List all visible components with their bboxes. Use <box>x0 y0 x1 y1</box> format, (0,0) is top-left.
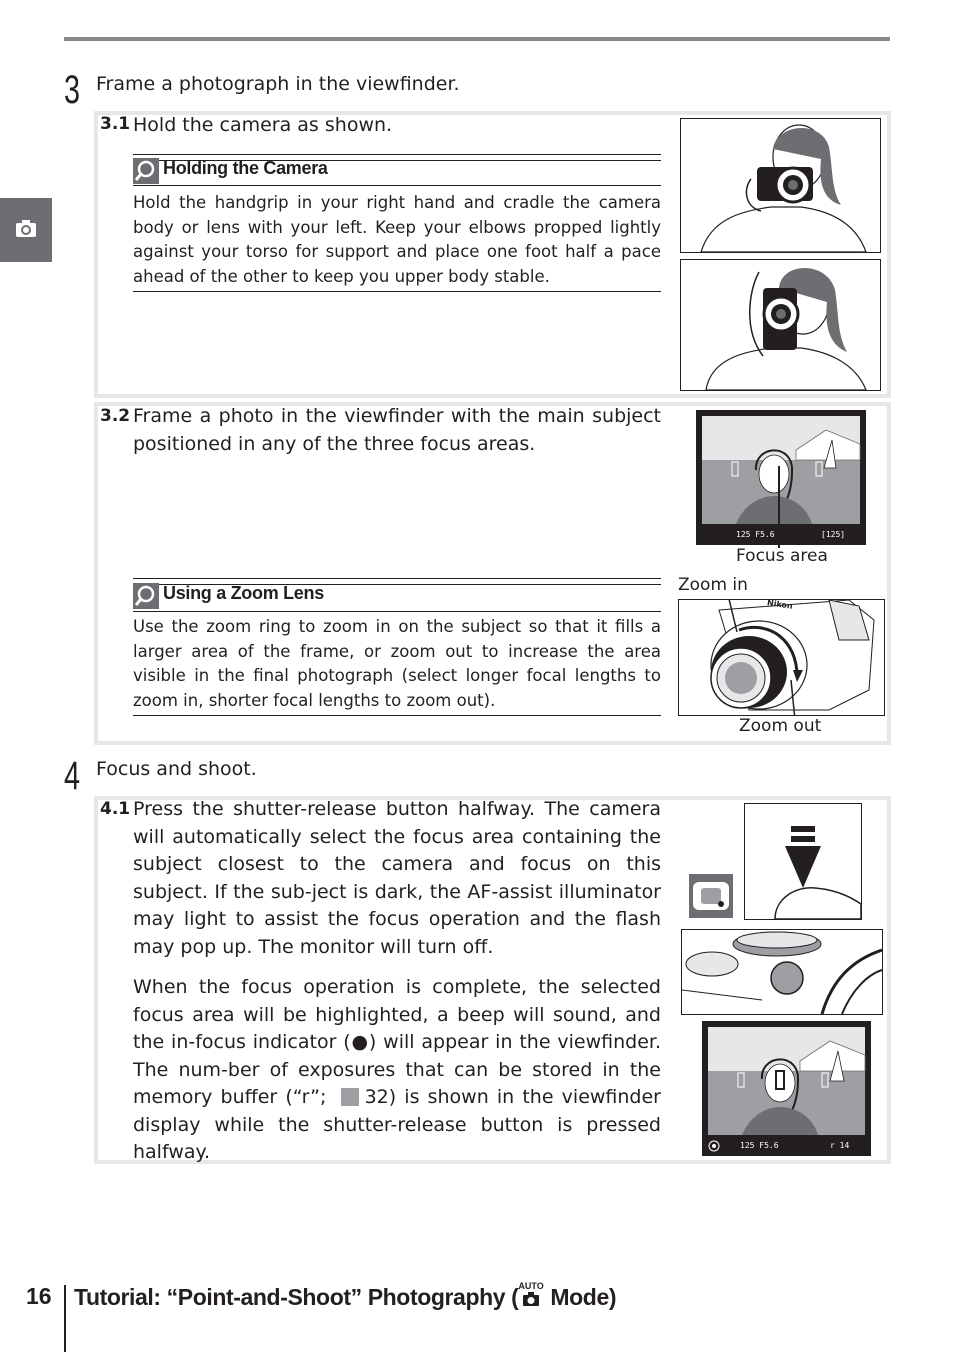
paragraph-text: ) will appear in the viewfinder. The num-ber of exposures that can be stored in the memory buffer (“r”; <box>133 1031 661 1108</box>
substep-number: 3.1 <box>100 114 131 134</box>
substep-paragraph-1: Press the shutter-release button halfway. The camera will automatically select the focus area containing the subject closest to the camera and focus on this subject. If the sub-ject is dark, the AF-assist illuminator may light to assist the focus operation and the flash may pop up. The monitor will turn off. <box>133 798 661 958</box>
magnifier-note-icon <box>133 158 159 184</box>
page-number: 16 <box>26 1283 52 1309</box>
paragraph-text: When the focus operation is complete, the selected focus area will be highlighted, a beep will sound, and the in-focus indicator ( <box>133 976 661 1053</box>
step-number: 3 <box>64 68 81 112</box>
camera-top-dial-image <box>681 929 883 1015</box>
footer-title-prefix: Tutorial: “Point-and-Shoot” Photography ( <box>74 1284 519 1310</box>
footer-title <box>74 1283 616 1311</box>
substep-text: Hold the camera as shown. <box>133 114 393 136</box>
substep-number: 3.2 <box>100 406 131 426</box>
step-number: 4 <box>64 754 81 798</box>
in-focus-indicator-symbol: ● <box>350 1031 369 1053</box>
viewfinder-readout-right: r 14 <box>830 1141 850 1150</box>
step-title: Focus and shoot. <box>96 758 257 780</box>
note-bottom-rule <box>133 291 661 292</box>
magnifier-note-icon <box>133 583 159 609</box>
footer-title-suffix: Mode) <box>544 1284 617 1310</box>
note-bottom-rule <box>133 715 661 716</box>
substep-paragraph-2 <box>133 974 661 1167</box>
zoom-lens-image <box>678 599 885 716</box>
viewfinder-readout-left: 125 F5.6 <box>740 1141 779 1150</box>
zoom-in-label: Zoom in <box>678 575 748 595</box>
lens-brand-label: Nikon <box>766 598 794 611</box>
note-heading: Holding the Camera <box>163 158 328 178</box>
page-reference[interactable]: 32 <box>364 1086 389 1108</box>
footer-divider <box>64 1285 66 1352</box>
note-body: Hold the handgrip in your right hand and cradle the camera body or lens with your left. Keep your elbows propped lightly against your torso for support and place one foot half a pace ahead of the other to keep you upper body stable. <box>133 193 661 286</box>
viewfinder-readout-right: [125] <box>821 530 846 539</box>
shutter-button-icon <box>689 874 733 918</box>
auto-label: AUTO <box>518 1281 544 1291</box>
note-heading: Using a Zoom Lens <box>163 583 324 603</box>
viewfinder-image <box>696 410 866 545</box>
top-rule <box>64 37 890 41</box>
focus-area-caption: Focus area <box>736 546 828 566</box>
photo-holding-camera-portrait <box>680 259 881 391</box>
substep-text: Frame a photo in the viewfinder with the main subject positioned in any of the three focus areas. <box>133 405 661 455</box>
viewfinder-readout-left: 125 F5.6 <box>736 530 775 539</box>
photo-holding-camera-landscape <box>680 118 881 253</box>
page-reference-icon[interactable] <box>341 1088 359 1106</box>
zoom-out-label: Zoom out <box>739 716 822 736</box>
paragraph-text: ) is shown in the viewfinder display while the shutter-release button is pressed halfway. <box>133 1086 661 1163</box>
press-halfway-diagram <box>744 803 862 920</box>
substep-number: 4.1 <box>100 799 131 819</box>
focus-area-leader <box>778 466 780 548</box>
auto-camera-icon <box>518 1283 544 1307</box>
note-divider <box>133 611 661 612</box>
viewfinder-focused-image <box>702 1021 871 1156</box>
step-title: Frame a photograph in the viewfinder. <box>96 73 460 95</box>
camera-icon <box>15 218 37 238</box>
note-divider <box>133 185 661 186</box>
note-body: Use the zoom ring to zoom in on the subject so that it fills a larger area of the frame, or zoom out to increase the area visible in the final photograph (select longer focal lengths to zoom in, shorter focal lengths to zoom out). <box>133 617 661 710</box>
section-tab <box>0 198 52 262</box>
